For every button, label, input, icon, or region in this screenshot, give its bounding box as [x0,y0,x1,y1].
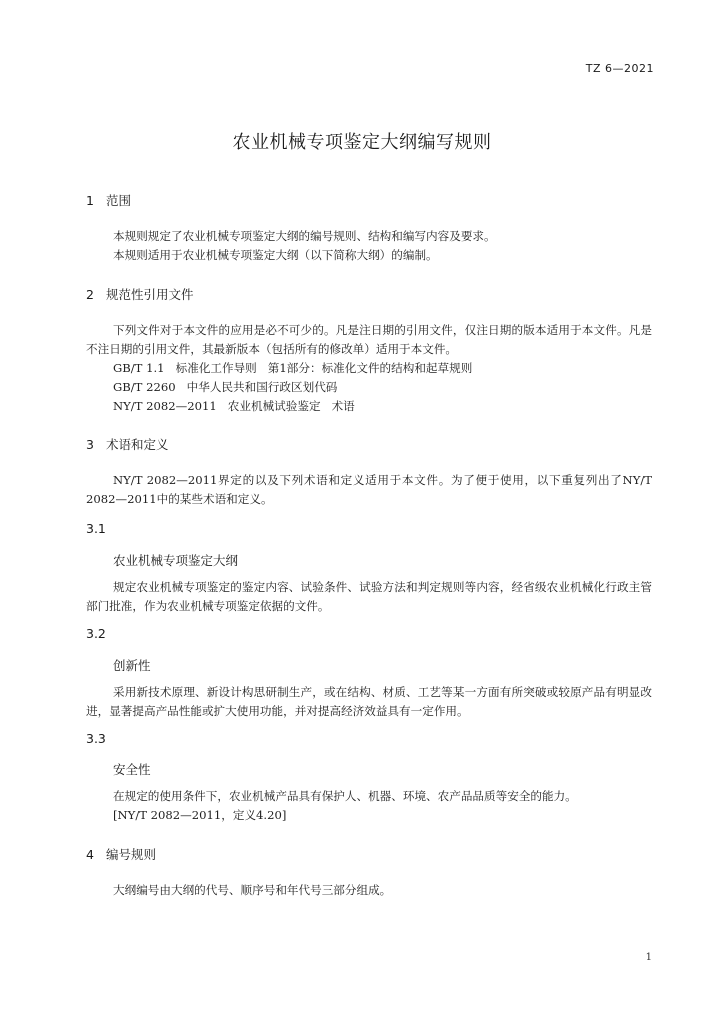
term-name: 创新性 [113,658,151,673]
term-number: 3.1 [86,521,106,536]
term-name: 农业机械专项鉴定大纲 [113,553,239,568]
section-number: 3 [86,437,94,452]
term-definition: 规定农业机械专项鉴定的鉴定内容、试验条件、试验方法和判定规则等内容，经省级农业机械化行政主管部门批准，作为农业机械专项鉴定依据的文件。 [86,580,652,613]
reference-item: GB/T 1.1 标准化工作导则 第1部分：标准化文件的结构和起草规则 [113,361,473,375]
page-number: 1 [645,952,652,963]
document-title: 农业机械专项鉴定大纲编写规则 [232,132,492,153]
section-3-heading [86,435,169,453]
section-4-heading [86,845,156,863]
section-number: 1 [86,193,94,208]
reference-item: NY/T 2082—2011 农业机械试验鉴定 术语 [113,399,355,413]
section-title: 术语和定义 [106,437,169,452]
term-number: 3.2 [86,626,106,641]
section-2-heading [86,285,194,303]
term-definition: 采用新技术原理、新设计构思研制生产，或在结构、材质、工艺等某一方面有所突破或较原产品有明显改进，显著提高产品性能或扩大使用功能，并对提高经济效益具有一定作用。 [86,685,652,718]
term-source: [NY/T 2082—2011，定义4.20] [113,808,287,822]
section-1-heading [86,191,131,209]
numbering-rule-line: 大纲编号由大纲的代号、顺序号和年代号三部分组成。 [113,883,392,897]
reference-item: GB/T 2260 中华人民共和国行政区划代码 [113,380,338,394]
section-title: 规范性引用文件 [106,287,194,302]
section-title: 编号规则 [106,847,157,862]
scope-line-1: 本规则规定了农业机械专项鉴定大纲的编号规则、结构和编写内容及要求。 [113,229,496,243]
term-number: 3.3 [86,731,106,746]
normative-references-intro: 下列文件对于本文件的应用是必不可少的。凡是注日期的引用文件，仅注日期的版本适用于本文件。凡是不注日期的引用文件，其最新版本（包括所有的修改单）适用于本文件。 [86,323,652,356]
term-name: 安全性 [113,762,151,777]
term-definition: 在规定的使用条件下，农业机械产品具有保护人、机器、环境、农产品品质等安全的能力。 [113,789,577,803]
section-number: 2 [86,287,94,302]
section-number: 4 [86,847,94,862]
terms-intro: NY/T 2082—2011界定的以及下列术语和定义适用于本文件。为了便于使用，以下重复列出了NY/T 2082—2011中的某些术语和定义。 [86,473,652,506]
standard-code: TZ 6—2021 [585,62,654,75]
section-title: 范围 [106,193,132,208]
scope-line-2: 本规则适用于农业机械专项鉴定大纲（以下简称大纲）的编制。 [113,248,438,262]
